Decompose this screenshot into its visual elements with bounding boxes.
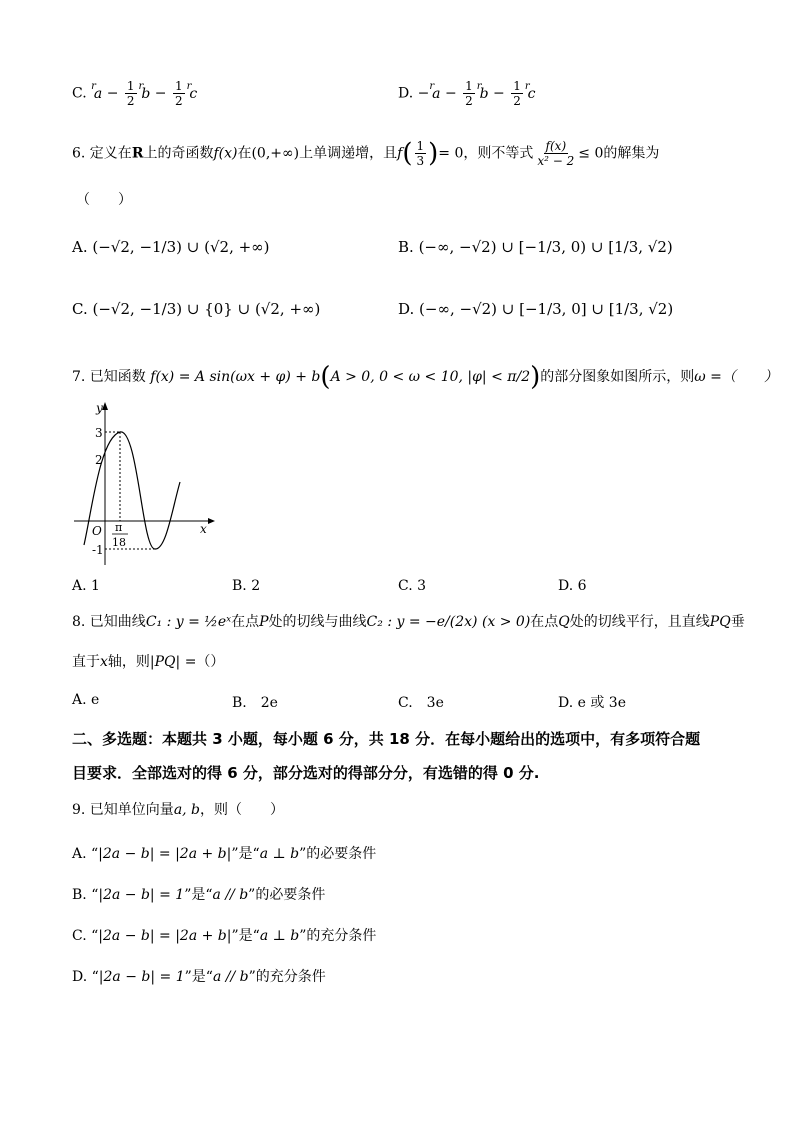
q7-option-b[interactable]: B. 2 [232, 578, 261, 594]
section2-heading-line2: 目要求．全部选对的得 6 分，部分选对的得部分分，有选错的得 0 分. [72, 764, 540, 782]
q5-option-d[interactable]: D. −$^r$a − $\frac{1}{2}$ $^r$b − $\frac{1}{2}$ $^r$c [398, 79, 536, 108]
q8-option-b[interactable]: B. 2e [232, 695, 278, 711]
q6-option-d[interactable]: D. (−∞, −√2) ∪ [−1/3, 0] ∪ [1/3, √2) [398, 300, 674, 318]
q7-option-c[interactable]: C. 3 [398, 578, 427, 594]
label-18: 18 [112, 536, 126, 549]
q9-option-b[interactable]: B. “|2a − b| = 1”是“a // b”的必要条件 [72, 887, 326, 903]
q6-answer-paren: （ ） [76, 192, 132, 208]
q6-option-a[interactable]: A. (−√2, −1/3) ∪ (√2, +∞) [72, 238, 270, 256]
q7-stem: 7. 已知函数 f(x) = A sin(ωx + φ) + b(A > 0, 0 < ω < 10, |φ| < π/2)的部分图象如图所示，则ω =（ ） [72, 362, 778, 392]
label-2: 2 [95, 453, 103, 467]
q5-option-c[interactable]: C. $^r$a − $\frac{1}{2}$ $^r$b − $\frac{1}{2}$ $^r$c [72, 79, 198, 108]
q6-option-c[interactable]: C. (−√2, −1/3) ∪ {0} ∪ (√2, +∞) [72, 300, 321, 318]
y-axis-arrow [102, 402, 108, 410]
x-axis-arrow [208, 518, 215, 524]
label-pi: π [115, 521, 123, 534]
label-y: y [96, 401, 103, 415]
q6-option-b[interactable]: B. (−∞, −√2) ∪ [−1/3, 0) ∪ [1/3, √2) [398, 238, 673, 256]
q7-option-d[interactable]: D. 6 [558, 578, 587, 594]
q7-graph [70, 400, 215, 570]
vec-a: $^r$a [91, 80, 103, 102]
label-minus1: -1 [92, 543, 104, 557]
q7-option-a[interactable]: A. 1 [72, 578, 100, 594]
q9-option-a[interactable]: A. “|2a − b| = |2a + b|”是“a ⊥ b”的必要条件 [72, 846, 377, 862]
q8-stem-line1: 8. 已知曲线C₁ : y = ½eˣ在点P处的切线与曲线C₂ : y = −e/(2x) (x > 0)在点Q处的切线平行，且直线PQ垂 [72, 614, 745, 630]
fraction-half: $\frac{1}{2}$ [126, 79, 135, 108]
q9-option-c[interactable]: C. “|2a − b| = |2a + b|”是“a ⊥ b”的充分条件 [72, 928, 377, 944]
label-x: x [200, 522, 207, 536]
q8-option-a[interactable]: A. e [72, 692, 100, 708]
label-3: 3 [95, 426, 103, 440]
q9-stem: 9. 已知单位向量a, b，则（ ） [72, 802, 285, 818]
label-origin: O [92, 524, 102, 538]
q6-stem: 6. 定义在R上的奇函数f(x)在(0,+∞)上单调递增，且f( $\frac{1}{3}$ )= 0，则不等式 $\frac{f(x)}{\text{x² − 2}}$ ≤ 0的解集为 [72, 138, 660, 169]
q9-option-d[interactable]: D. “|2a − b| = 1”是“a // b”的充分条件 [72, 969, 326, 985]
section2-heading-line1: 二、多选题：本题共 3 小题，每小题 6 分，共 18 分．在每小题给出的选项中，有多项符合题 [72, 730, 701, 748]
q8-stem-line2: 直于x轴，则|PQ| =（） [72, 654, 225, 670]
q8-option-d[interactable]: D. e 或 3e [558, 695, 627, 711]
q8-option-c[interactable]: C. 3e [398, 695, 444, 711]
